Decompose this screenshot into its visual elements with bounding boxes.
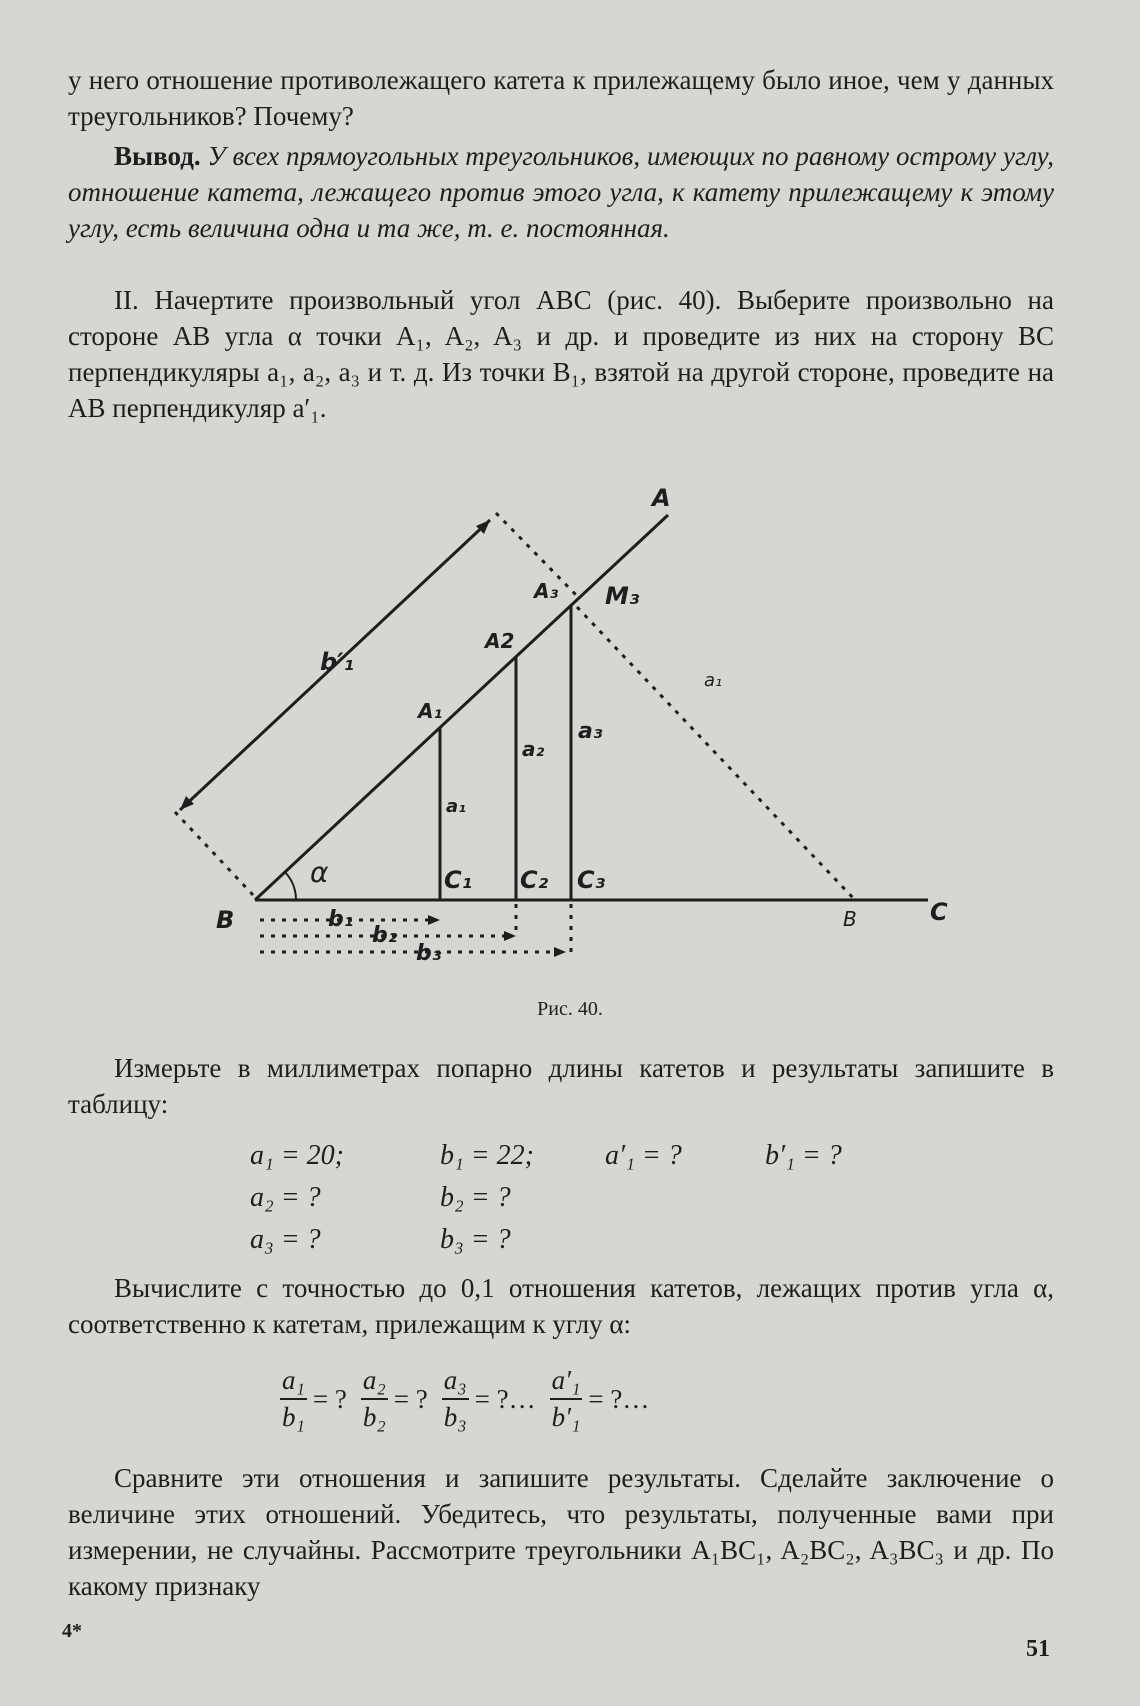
table-row [250, 1177, 955, 1219]
label-B1: B [843, 907, 857, 931]
fraction-3 [442, 1365, 469, 1433]
cell-b1: b₁ = 22; [440, 1140, 534, 1171]
label-b2: b₂ [372, 923, 398, 948]
measure-text: Измерьте в миллиметрах попарно длины катетов и результаты запишите в таблицу: [68, 1053, 1054, 1119]
label-C1: C₁ [444, 866, 473, 894]
task-ii-paragraph [68, 282, 1054, 426]
label-C: C [930, 898, 948, 926]
conclusion-label: Вывод. [114, 141, 201, 171]
label-a1-prime: a₁ [704, 670, 723, 691]
fraction-2 [361, 1365, 388, 1433]
conclusion-paragraph [68, 138, 1054, 246]
page-number: 51 [1026, 1636, 1050, 1662]
perp-a1-prime [577, 607, 855, 900]
frac-den: b₂ [361, 1398, 388, 1433]
compute-text: Вычислите с точностью до 0,1 отношения катетов, лежащих против угла α, соответственно к катетам, прилежащим к углу α: [68, 1273, 1054, 1339]
task-ii-text: II. Начертите произвольный угол ABC (рис. 40). Выберите произвольно на стороне AB угла α точки A₁, A₂, A₃ и др. и проведите из них на сторону BC перпендикуляры a₁, a₂, a₃ и т. д. Из точки B₁, взятой на другой стороне, проведите на AB перпендикуляр a′₁. [68, 285, 1054, 423]
label-A1: A₁ [418, 699, 443, 723]
frac-num: a₂ [362, 1365, 386, 1395]
label-B: B [216, 906, 235, 934]
figure-40 [0, 470, 1140, 980]
frac-den: b₁ [280, 1398, 307, 1433]
table-row [250, 1219, 955, 1261]
compare-paragraph [68, 1460, 1054, 1604]
cell-a1: a₁ = 20; [250, 1140, 344, 1171]
cell-b1-prime: b′₁ = ? [765, 1140, 842, 1171]
measurement-table [250, 1135, 955, 1261]
cell-b3: b₃ = ? [440, 1224, 511, 1255]
label-A2: A2 [485, 629, 515, 653]
dotted-left [175, 812, 253, 895]
frac-num: a₃ [443, 1365, 467, 1395]
ratio-fractions [280, 1365, 663, 1433]
fraction-4 [550, 1365, 583, 1433]
cell-b2: b₂ = ? [440, 1182, 511, 1213]
signature-marker: 4* [62, 1620, 82, 1642]
figure-caption: Рис. 40. [537, 998, 603, 1020]
label-a1: a₁ [446, 796, 467, 817]
label-b1-prime: b′₁ [320, 648, 355, 676]
label-M3: M₃ [605, 582, 640, 610]
frac-num: a′₁ [551, 1365, 581, 1395]
ray-ba [255, 515, 668, 900]
label-C2: C₂ [520, 866, 549, 894]
frac-num: a₁ [282, 1365, 305, 1395]
conclusion-text: У всех прямоугольных треугольников, имеющих по равному острому углу, отношение катета, лежащего против этого угла, к катету прилежащему к этому углу, есть величина одна и та же, т. е. постоянная. [68, 141, 1054, 243]
label-a2: a₂ [522, 737, 545, 761]
label-b3: b₃ [416, 941, 442, 966]
label-A: A [652, 484, 671, 512]
fraction-1 [280, 1365, 307, 1433]
label-b1: b₁ [328, 907, 354, 932]
cell-a1-prime: a′₁ = ? [605, 1140, 682, 1171]
frac-eq: = ?… [588, 1383, 650, 1414]
arrow-b2 [504, 931, 516, 941]
label-alpha: α [310, 856, 329, 889]
label-A3: A₃ [534, 579, 559, 603]
frac-den: b₃ [442, 1398, 469, 1433]
label-C3: C₃ [577, 866, 606, 894]
table-row [250, 1135, 955, 1177]
frac-den: b′₁ [550, 1398, 583, 1433]
arrow-b3 [554, 947, 566, 957]
paragraph-text: у него отношение противолежащего катета к прилежащему было иное, чем у данных треугольников? Почему? [68, 65, 1054, 131]
angle-arc [285, 872, 296, 900]
label-a3: a₃ [578, 719, 603, 744]
compute-paragraph [68, 1270, 1054, 1342]
measure-paragraph [68, 1050, 1054, 1122]
arrow-b1 [428, 915, 440, 925]
cell-a3: a₃ = ? [250, 1224, 321, 1255]
frac-eq: = ? [312, 1383, 347, 1414]
frac-eq: = ?… [474, 1383, 536, 1414]
paragraph-1 [68, 62, 1054, 134]
compare-text: Сравните эти отношения и запишите результаты. Сделайте заключение о величине этих отношений. Убедитесь, что результаты, полученные вами при измерении, не случайны. Рассмотрите треугольники A₁BC₁, A₂BC₂, A₃BC₃ и др. По какому признаку [68, 1463, 1054, 1601]
cell-a2: a₂ = ? [250, 1182, 321, 1213]
frac-eq: = ? [393, 1383, 428, 1414]
